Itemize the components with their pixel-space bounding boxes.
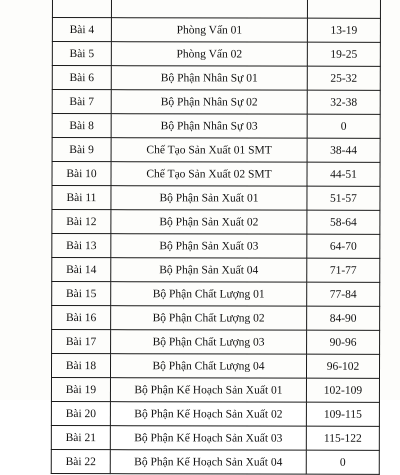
topic-cell: Bộ Phận Chất Lượng 03 xyxy=(111,330,307,355)
page-range-cell: 44-51 xyxy=(307,162,380,186)
lesson-cell: Bài 18 xyxy=(51,354,110,378)
lesson-cell: Bài 13 xyxy=(52,234,111,258)
lesson-cell: Bài 15 xyxy=(52,282,111,306)
topic-cell xyxy=(111,0,307,18)
topic-cell: Bộ Phận Chất Lượng 04 xyxy=(110,354,306,379)
topic-cell: Bộ Phận Sản Xuất 02 xyxy=(111,210,307,235)
page-range-cell: 0 xyxy=(306,450,379,474)
topic-cell: Bộ Phận Sản Xuất 03 xyxy=(111,234,307,259)
page-range-cell: 0 xyxy=(307,114,380,138)
topic-cell: Bộ Phận Sản Xuất 04 xyxy=(111,258,307,283)
topic-cell: Bộ Phận Chất Lượng 01 xyxy=(111,282,307,307)
lesson-cell: Bài 22 xyxy=(51,449,110,473)
table-row xyxy=(51,449,379,474)
page-range-cell: 19-25 xyxy=(307,42,380,66)
topic-cell: Phòng Vấn 01 xyxy=(111,18,307,43)
table-row xyxy=(52,162,380,187)
table-row xyxy=(51,378,379,403)
page-range-cell: 71-77 xyxy=(307,258,380,282)
page-range-cell: 38-44 xyxy=(307,138,380,162)
topic-cell: Phòng Vấn 02 xyxy=(111,42,307,67)
lesson-cell: Bài 9 xyxy=(52,138,111,162)
lesson-cell: Bài 4 xyxy=(52,18,111,42)
lesson-cell: Bài 8 xyxy=(52,114,111,138)
lesson-cell: Bài 20 xyxy=(51,401,110,425)
page-range-cell: 25-32 xyxy=(307,66,380,90)
page-range-cell: 77-84 xyxy=(307,282,380,306)
page-range-cell: 90-96 xyxy=(307,330,380,354)
topic-cell: Bộ Phận Nhân Sự 02 xyxy=(111,90,307,115)
table-row xyxy=(51,425,379,450)
topic-cell: Bộ Phận Kế Hoạch Sản Xuất 04 xyxy=(110,450,306,475)
topic-cell: Bộ Phận Nhân Sự 01 xyxy=(111,66,307,91)
table-body xyxy=(51,0,380,474)
page-range-cell: 32-38 xyxy=(307,90,380,114)
lesson-cell: Bài 14 xyxy=(52,258,111,282)
table-row xyxy=(52,42,380,67)
table-row xyxy=(52,18,380,43)
table-row xyxy=(52,258,380,283)
page-range-cell: 64-70 xyxy=(307,234,380,258)
topic-cell: Bộ Phận Chất Lượng 02 xyxy=(111,306,307,331)
lesson-cell: Bài 17 xyxy=(52,330,111,354)
topic-cell: Chế Tạo Sản Xuất 01 SMT xyxy=(111,138,307,163)
topic-cell: Bộ Phận Kế Hoạch Sản Xuất 01 xyxy=(110,378,306,403)
table-row xyxy=(52,114,380,139)
lesson-cell: Bài 16 xyxy=(52,306,111,330)
page-range-cell: 102-109 xyxy=(306,378,379,402)
page-range-cell: 109-115 xyxy=(306,402,379,426)
lesson-cell: Bài 6 xyxy=(52,66,111,90)
page-range-cell: 84-90 xyxy=(307,306,380,330)
table-row xyxy=(52,138,380,163)
page-range-cell: 13-19 xyxy=(307,18,380,42)
table-row xyxy=(52,330,380,355)
table-row xyxy=(52,66,380,91)
table-row xyxy=(51,401,379,426)
lesson-cell: Bài 7 xyxy=(52,90,111,114)
table-row xyxy=(52,282,380,307)
page-range-cell: 58-64 xyxy=(307,210,380,234)
topic-cell: Bộ Phận Kế Hoạch Sản Xuất 02 xyxy=(110,402,306,427)
page-range-cell: 115-122 xyxy=(306,426,379,450)
table-row xyxy=(51,354,379,379)
table-row xyxy=(52,234,380,259)
lesson-cell: Bài 21 xyxy=(51,425,110,449)
table-row xyxy=(52,0,380,18)
topic-cell: Bộ Phận Sản Xuất 01 xyxy=(111,186,307,211)
page-range-cell: 51-57 xyxy=(307,186,380,210)
lesson-cell: Bài 11 xyxy=(52,186,111,210)
lesson-cell: Bài 5 xyxy=(52,42,111,66)
topic-cell: Chế Tạo Sản Xuất 02 SMT xyxy=(111,162,307,187)
lesson-cell xyxy=(52,0,111,18)
table-row xyxy=(52,186,380,211)
table-row xyxy=(52,90,380,115)
table-row xyxy=(52,210,380,235)
lesson-index-table xyxy=(51,0,381,475)
page-range-cell xyxy=(307,0,380,18)
page-range-cell: 96-102 xyxy=(306,354,379,378)
lesson-cell: Bài 19 xyxy=(51,378,110,402)
table-row xyxy=(52,306,380,331)
topic-cell: Bộ Phận Kế Hoạch Sản Xuất 03 xyxy=(110,426,306,451)
lesson-cell: Bài 12 xyxy=(52,210,111,234)
lesson-cell: Bài 10 xyxy=(52,162,111,186)
topic-cell: Bộ Phận Nhân Sự 03 xyxy=(111,114,307,139)
